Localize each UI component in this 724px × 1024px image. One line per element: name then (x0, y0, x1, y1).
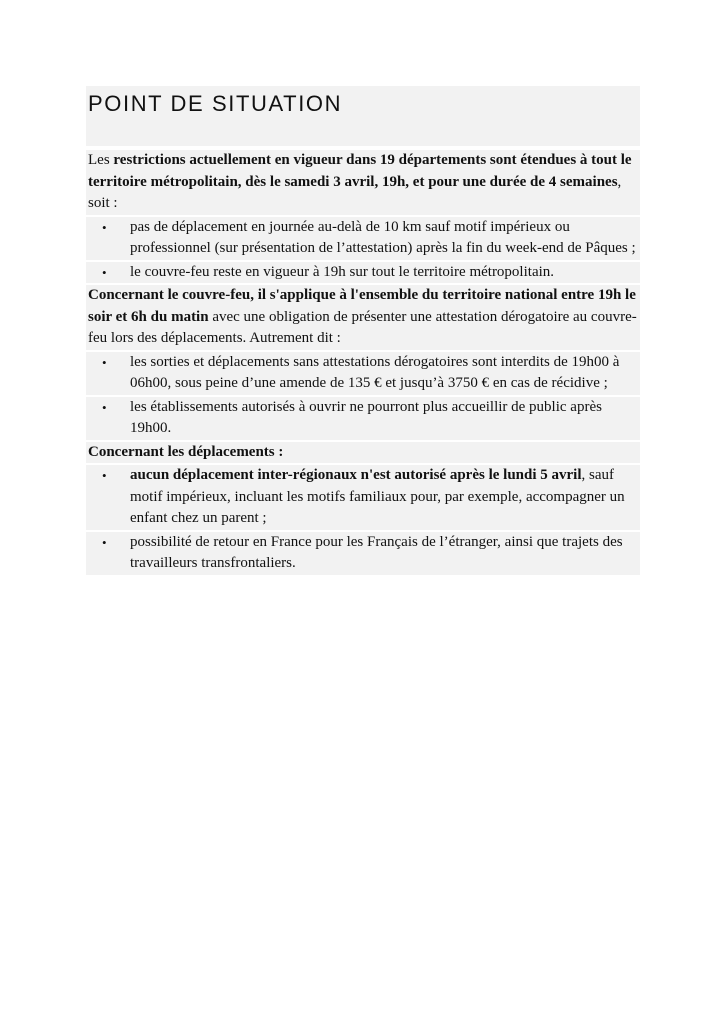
list-item (86, 397, 640, 440)
list-item (86, 465, 640, 530)
list-item (86, 217, 640, 260)
list-item (86, 532, 640, 575)
section3-heading (86, 442, 640, 464)
list-item-text: , sauf motif impérieux, incluant les motifs familiaux pour, par exemple, accompagner un enfant chez un parent ; (130, 467, 625, 526)
list-item-text: les établissements autorisés à ouvrir ne pourront plus accueillir de public après 19h00. (130, 398, 602, 436)
bullet-icon: • (102, 219, 107, 235)
section3-bullet-list (86, 465, 640, 575)
section3-heading-text: Concernant les déplacements : (88, 443, 284, 460)
list-item-text: le couvre-feu reste en vigueur à 19h sur tout le territoire métropolitain. (130, 263, 555, 280)
list-item-bold-text: aucun déplacement inter-régionaux n'est autorisé après le lundi 5 avril (130, 467, 582, 483)
section2-intro-bold: Concernant le couvre-feu, il s'applique à l'ensemble du territoire national entre 19h le soir et 6h du matin (88, 287, 636, 325)
section2-bullet-list (86, 352, 640, 440)
bullet-icon: • (102, 534, 107, 550)
section2-intro (86, 285, 640, 350)
section1-intro (86, 150, 640, 215)
section1-bullet-list (86, 217, 640, 284)
list-item-text: les sorties et déplacements sans attestations dérogatoires sont interdits de 19h00 à 06h00, sous peine d’une amende de 135 € et jusqu’à 3750 € en cas de récidive ; (130, 353, 620, 391)
bullet-icon: • (102, 354, 107, 370)
document-body (86, 86, 640, 577)
list-item-text: pas de déplacement en journée au-delà de 10 km sauf motif impérieux ou professionnel (sur présentation de l’attestation) après la fin du week-end de Pâques ; (130, 218, 636, 256)
bullet-icon: • (102, 399, 107, 415)
list-item (86, 352, 640, 395)
list-item (86, 262, 640, 284)
bullet-icon: • (102, 468, 107, 483)
section1-intro-suffix: , soit : (88, 173, 622, 211)
bullet-icon: • (102, 264, 107, 280)
section2-intro-suffix: avec une obligation de présenter une attestation dérogatoire au couvre-feu lors des déplacements. Autrement dit : (88, 308, 637, 346)
page-title: POINT DE SITUATION (88, 91, 343, 116)
list-item-text: possibilité de retour en France pour les Français de l’étranger, ainsi que trajets des travailleurs transfrontaliers. (130, 533, 623, 571)
section1-intro-bold: restrictions actuellement en vigueur dans 19 départements sont étendues à tout le territoire métropolitain, dès le samedi 3 avril, 19h, et pour une durée de 4 semaines (88, 152, 632, 190)
title-block (86, 86, 640, 146)
section1-intro-prefix: Les (88, 152, 114, 168)
